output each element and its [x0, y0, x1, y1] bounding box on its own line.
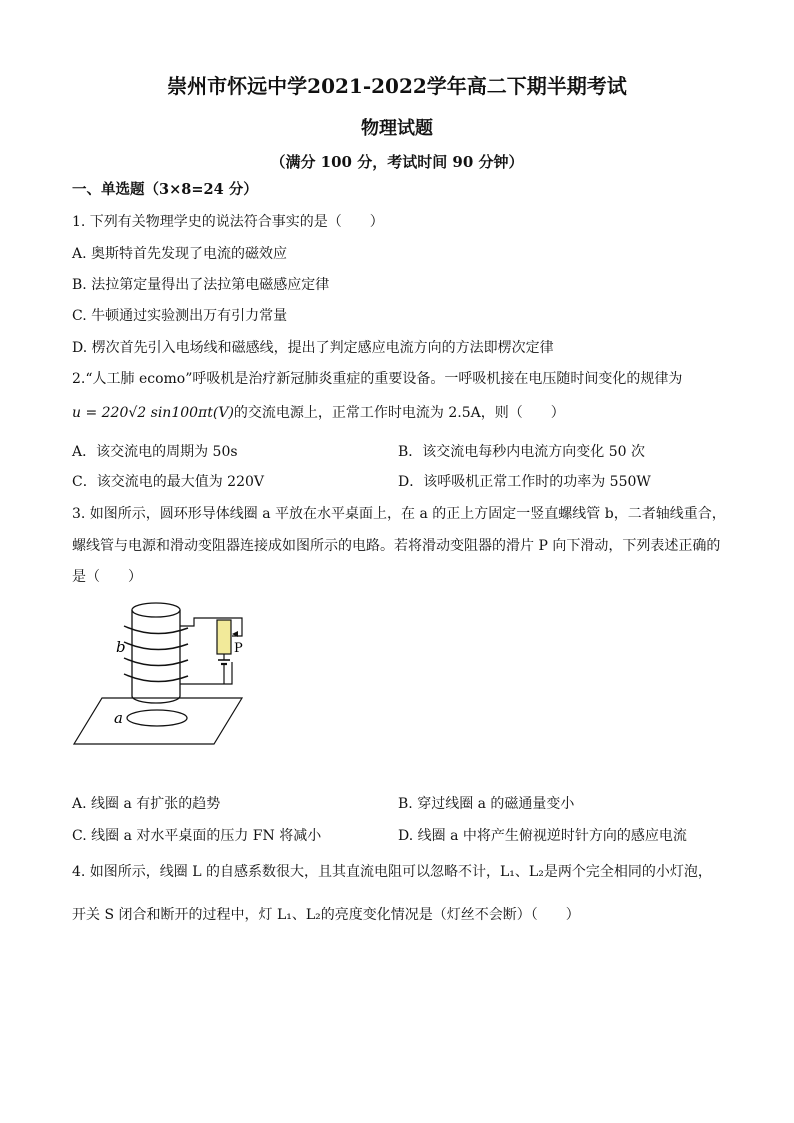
table-plane [74, 698, 242, 744]
q3-stem-line2: 螺线管与电源和滑动变阻器连接成如图所示的电路。若将滑动变阻器的滑片 P 向下滑动，下列表述正确的 [72, 538, 721, 554]
q1-option-d: D. 楞次首先引入电场线和磁感线，提出了判定感应电流方向的方法即楞次定律 [72, 340, 554, 356]
q3-stem-line1: 3. 如图所示，圆环形导体线圈 a 平放在水平桌面上，在 a 的正上方固定一竖直螺线管 b，二者轴线重合， [72, 506, 726, 522]
q1-option-c: C. 牛顿通过实验测出万有引力常量 [72, 308, 288, 324]
solenoid-coil-figure [72, 598, 252, 748]
wire-top [180, 618, 242, 636]
label-p: P [234, 641, 243, 656]
exam-title: 崇州市怀远中学2021-2022学年高二下期半期考试 [167, 74, 627, 98]
subject-title: 物理试题 [361, 118, 433, 139]
q4-stem-line1: 4. 如图所示，线圈 L 的自感系数很大，且其直流电阻可以忽略不计，L₁、L₂是两个完全相同的小灯泡， [72, 864, 712, 880]
q1-stem: 1. 下列有关物理学史的说法符合事实的是（ ） [72, 214, 384, 230]
q2-option-d: D．该呼吸机正常工作时的功率为 550W [398, 474, 651, 490]
q1-option-b: B. 法拉第定量得出了法拉第电磁感应定律 [72, 277, 330, 293]
q2-option-b: B．该交流电每秒内电流方向变化 50 次 [398, 444, 646, 460]
q1-option-a: A. 奥斯特首先发现了电流的磁效应 [72, 246, 288, 262]
q2-stem-rest: 的交流电源上，正常工作时电流为 2.5A，则（ ） [233, 405, 565, 421]
q3-option-b: B. 穿过线圈 a 的磁通量变小 [398, 796, 575, 812]
label-b: b [116, 638, 126, 656]
q3-option-d: D. 线圈 a 中将产生俯视逆时针方向的感应电流 [398, 828, 687, 844]
q2-option-c: C．该交流电的最大值为 220V [72, 474, 264, 490]
section-heading: 一、单选题（3×8=24 分） [72, 181, 258, 198]
q2-stem-line2 [72, 404, 565, 422]
ring-a [127, 710, 187, 726]
q4-stem-line2: 开关 S 闭合和断开的过程中，灯 L₁、L₂的亮度变化情况是（灯丝不会断）（ ） [72, 907, 580, 923]
label-a: a [114, 709, 123, 727]
q3-stem-line3: 是（ ） [72, 569, 142, 585]
q3-option-a: A. 线圈 a 有扩张的趋势 [72, 796, 221, 812]
q2-formula: u = 220√2 sin100πt(V) [72, 405, 234, 421]
coil-windings [124, 626, 188, 682]
q2-option-a: A．该交流电的周期为 50s [72, 444, 238, 460]
exam-info: （满分 100 分，考试时间 90 分钟） [270, 153, 524, 171]
rheostat [217, 620, 231, 654]
solenoid-top [132, 603, 180, 617]
q3-option-c: C. 线圈 a 对水平桌面的压力 FN 将减小 [72, 828, 322, 844]
q2-stem-line1: 2.“人工肺 ecomo”呼吸机是治疗新冠肺炎重症的重要设备。一呼吸机接在电压随时间变化的规律为 [72, 371, 683, 387]
